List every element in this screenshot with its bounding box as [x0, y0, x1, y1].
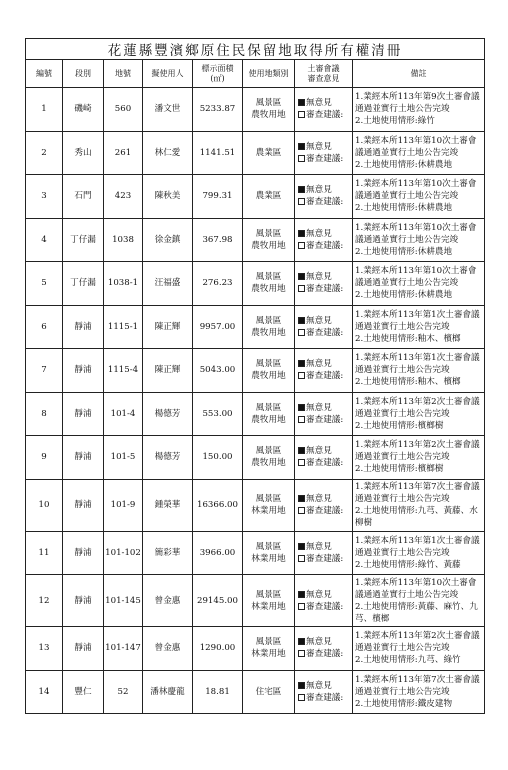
cell-usage	[243, 479, 295, 531]
remark-line: 1.業經本所113年第1次土審會議通過並實行土地公告完竣	[355, 353, 480, 376]
cell-owner: 汪福盛	[143, 262, 193, 306]
usage-line: 風景區	[255, 541, 282, 552]
no-opinion-checkbox[interactable]	[298, 591, 305, 598]
cell-usage	[243, 392, 295, 436]
no-opinion-option	[298, 271, 352, 283]
review-suggestion-label: 審查建議:	[306, 649, 344, 660]
table-row	[26, 218, 485, 262]
review-suggestion-checkbox[interactable]	[298, 198, 305, 205]
cell-usage	[243, 305, 295, 349]
review-suggestion-label: 審查建議:	[306, 284, 344, 295]
remark-line: 2.土地使用情形:休耕農地	[355, 203, 453, 214]
review-suggestion-option	[298, 692, 352, 704]
cell-section: 靜浦	[63, 479, 104, 531]
remark-line: 1.業經本所113年第2次土審會議通過並實行土地公告完竣	[355, 440, 480, 463]
no-opinion-checkbox[interactable]	[298, 495, 305, 502]
cell-remarks	[353, 218, 485, 262]
cell-section: 秀山	[63, 131, 104, 175]
header-section: 段別	[63, 60, 104, 88]
cell-lot: 101-102	[104, 531, 143, 575]
cell-opinion	[295, 436, 353, 480]
cell-area: 553.00	[193, 392, 243, 436]
cell-usage	[243, 436, 295, 480]
usage-line: 農牧用地	[251, 327, 286, 338]
cell-lot: 1115-1	[104, 305, 143, 349]
review-suggestion-checkbox[interactable]	[298, 507, 305, 514]
remark-line: 1.業經本所113年第10次土審會議通過並實行土地公告完竣	[355, 135, 477, 158]
review-suggestion-option	[298, 553, 352, 565]
usage-line: 林業用地	[251, 553, 286, 564]
cell-no: 12	[26, 575, 63, 627]
review-suggestion-option	[298, 505, 352, 517]
no-opinion-label: 無意見	[306, 272, 332, 283]
no-opinion-option	[298, 141, 352, 153]
header-opinion-line2: 審查意見	[307, 73, 340, 83]
usage-line: 農牧用地	[251, 284, 286, 295]
cell-lot: 1038-1	[104, 262, 143, 306]
cell-no: 4	[26, 218, 63, 262]
no-opinion-label: 無意見	[306, 637, 332, 648]
cell-remarks	[353, 392, 485, 436]
cell-section: 靜浦	[63, 436, 104, 480]
cell-opinion	[295, 262, 353, 306]
cell-lot: 1115-4	[104, 349, 143, 393]
review-suggestion-checkbox[interactable]	[298, 372, 305, 379]
no-opinion-label: 無意見	[306, 359, 332, 370]
header-no: 編號	[26, 60, 63, 88]
page-title: 花蓮縣豐濱鄉原住民保留地取得所有權清冊	[26, 39, 485, 60]
cell-remarks	[353, 131, 485, 175]
usage-line: 農牧用地	[251, 371, 286, 382]
cell-lot: 423	[104, 175, 143, 219]
table-row	[26, 175, 485, 219]
remark-line: 2.土地使用情形:九芎、綠竹	[355, 655, 461, 666]
cell-area: 799.31	[193, 175, 243, 219]
cell-no: 6	[26, 305, 63, 349]
cell-usage	[243, 531, 295, 575]
cell-area: 29145.00	[193, 575, 243, 627]
table-row	[26, 436, 485, 480]
usage-line: 農牧用地	[251, 240, 286, 251]
usage-line: 農業區	[255, 147, 282, 158]
review-suggestion-checkbox[interactable]	[298, 650, 305, 657]
review-suggestion-label: 審查建議:	[306, 601, 344, 612]
table-row	[26, 531, 485, 575]
review-suggestion-checkbox[interactable]	[298, 555, 305, 562]
cell-owner: 潘林慶龍	[143, 670, 193, 714]
remark-line: 1.業經本所113年第10次土審會議通過並實行土地公告完竣	[355, 266, 477, 289]
review-suggestion-option	[298, 414, 352, 426]
cell-no: 7	[26, 349, 63, 393]
no-opinion-option	[298, 315, 352, 327]
cell-remarks	[353, 262, 485, 306]
remark-line: 1.業經本所113年第1次土審會議通過並實行土地公告完竣	[355, 309, 480, 332]
cell-no: 11	[26, 531, 63, 575]
no-opinion-option	[298, 589, 352, 601]
cell-section: 豐仁	[63, 670, 104, 714]
cell-no: 3	[26, 175, 63, 219]
no-opinion-option	[298, 358, 352, 370]
cell-area: 18.81	[193, 670, 243, 714]
remark-line: 2.土地使用情形:釉木、檳榔	[355, 333, 461, 344]
cell-opinion	[295, 88, 353, 132]
usage-line: 風景區	[255, 637, 282, 648]
cell-no: 8	[26, 392, 63, 436]
no-opinion-checkbox[interactable]	[298, 360, 305, 367]
review-suggestion-label: 審查建議:	[306, 553, 344, 564]
review-suggestion-option	[298, 109, 352, 121]
review-suggestion-option	[298, 648, 352, 660]
cell-section: 石門	[63, 175, 104, 219]
header-area-label: 標示面積	[201, 63, 234, 73]
no-opinion-checkbox[interactable]	[298, 638, 305, 645]
table-row	[26, 88, 485, 132]
table-body	[26, 88, 485, 714]
table-row	[26, 627, 485, 671]
cell-owner: 林仁愛	[143, 131, 193, 175]
cell-lot: 101-147	[104, 627, 143, 671]
no-opinion-checkbox[interactable]	[298, 317, 305, 324]
review-suggestion-label: 審查建議:	[306, 692, 344, 703]
header-opinion	[295, 60, 353, 88]
usage-line: 農牧用地	[251, 458, 286, 469]
review-suggestion-label: 審查建議:	[306, 197, 344, 208]
review-suggestion-checkbox[interactable]	[298, 111, 305, 118]
remark-line: 1.業經本所113年第9次土審會議通過並實行土地公告完竣	[355, 92, 480, 115]
review-suggestion-label: 審查建議:	[306, 110, 344, 121]
cell-lot: 52	[104, 670, 143, 714]
cell-lot: 101-5	[104, 436, 143, 480]
review-suggestion-checkbox[interactable]	[298, 242, 305, 249]
header-usage: 使用地類別	[243, 60, 295, 88]
no-opinion-checkbox[interactable]	[298, 143, 305, 150]
cell-lot: 101-4	[104, 392, 143, 436]
cell-usage	[243, 175, 295, 219]
no-opinion-checkbox[interactable]	[298, 273, 305, 280]
cell-owner: 曾金惠	[143, 575, 193, 627]
cell-usage	[243, 131, 295, 175]
review-suggestion-checkbox[interactable]	[298, 694, 305, 701]
no-opinion-label: 無意見	[306, 98, 332, 109]
remark-line: 2.土地使用情形:檳榔樹	[355, 464, 444, 475]
cell-remarks	[353, 670, 485, 714]
review-suggestion-label: 審查建議:	[306, 506, 344, 516]
review-suggestion-option	[298, 240, 352, 252]
no-opinion-checkbox[interactable]	[298, 543, 305, 550]
cell-usage	[243, 218, 295, 262]
usage-line: 風景區	[255, 315, 282, 326]
usage-line: 農牧用地	[251, 110, 286, 121]
table-row	[26, 131, 485, 175]
review-suggestion-label: 審查建議:	[306, 240, 344, 251]
cell-no: 2	[26, 131, 63, 175]
remark-line: 2.土地使用情形:休耕農地	[355, 246, 453, 257]
cell-remarks	[353, 175, 485, 219]
table-row	[26, 575, 485, 627]
no-opinion-option	[298, 541, 352, 553]
usage-line: 風景區	[255, 98, 282, 109]
cell-opinion	[295, 479, 353, 531]
usage-line: 風景區	[255, 272, 282, 283]
cell-area: 16366.00	[193, 479, 243, 531]
cell-opinion	[295, 305, 353, 349]
review-suggestion-checkbox[interactable]	[298, 416, 305, 423]
header-opinion-line1: 土審會議	[307, 63, 340, 73]
no-opinion-checkbox[interactable]	[298, 404, 305, 411]
no-opinion-checkbox[interactable]	[298, 682, 305, 689]
no-opinion-option	[298, 184, 352, 196]
cell-area: 5233.87	[193, 88, 243, 132]
cell-opinion	[295, 531, 353, 575]
cell-no: 13	[26, 627, 63, 671]
review-suggestion-option	[298, 153, 352, 165]
cell-section: 靜浦	[63, 305, 104, 349]
no-opinion-option	[298, 636, 352, 648]
cell-owner: 陳秋美	[143, 175, 193, 219]
remark-line: 1.業經本所113年第10次土審會議通過並實行土地公告完竣	[355, 222, 477, 245]
cell-usage	[243, 349, 295, 393]
no-opinion-label: 無意見	[306, 680, 332, 691]
cell-remarks	[353, 305, 485, 349]
review-suggestion-label: 審查建議:	[306, 153, 344, 164]
header-remarks: 備註	[353, 60, 485, 88]
cell-usage	[243, 262, 295, 306]
cell-section: 靜浦	[63, 349, 104, 393]
remark-line: 1.業經本所113年第7次土審會議通過並實行土地公告完竣	[355, 482, 480, 504]
cell-remarks	[353, 575, 485, 627]
usage-line: 風景區	[255, 359, 282, 370]
cell-lot: 1038	[104, 218, 143, 262]
cell-usage	[243, 88, 295, 132]
cell-owner: 徐金鎮	[143, 218, 193, 262]
cell-usage	[243, 575, 295, 627]
cell-remarks	[353, 436, 485, 480]
no-opinion-checkbox[interactable]	[298, 447, 305, 454]
no-opinion-label: 無意見	[306, 185, 332, 196]
cell-owner: 鍾榮華	[143, 479, 193, 531]
cell-area: 150.00	[193, 436, 243, 480]
usage-line: 林業用地	[251, 506, 286, 516]
remark-line: 2.土地使用情形:綠竹、黃藤	[355, 559, 461, 570]
cell-opinion	[295, 392, 353, 436]
remark-line: 2.土地使用情形:休耕農地	[355, 290, 453, 301]
table-row	[26, 349, 485, 393]
no-opinion-label: 無意見	[306, 494, 332, 504]
remark-line: 1.業經本所113年第2次土審會議通過並實行土地公告完竣	[355, 631, 480, 654]
usage-line: 風景區	[255, 402, 282, 413]
cell-section: 磯崎	[63, 88, 104, 132]
review-suggestion-option	[298, 601, 352, 613]
no-opinion-option	[298, 402, 352, 414]
no-opinion-checkbox[interactable]	[298, 186, 305, 193]
cell-owner: 陳正輝	[143, 305, 193, 349]
cell-opinion	[295, 175, 353, 219]
review-suggestion-label: 審查建議:	[306, 327, 344, 338]
remark-line: 1.業經本所113年第7次土審會議通過並實行土地公告完竣	[355, 674, 480, 697]
header-lot: 地號	[104, 60, 143, 88]
review-suggestion-checkbox[interactable]	[298, 603, 305, 610]
remark-line: 2.土地使用情形:釉木、檳榔	[355, 377, 461, 388]
no-opinion-label: 無意見	[306, 315, 332, 326]
usage-line: 風景區	[255, 494, 282, 504]
cell-section: 靜浦	[63, 531, 104, 575]
cell-section: 丁仔漏	[63, 262, 104, 306]
cell-remarks	[353, 531, 485, 575]
header-area-unit: (㎡)	[210, 73, 225, 83]
cell-area: 3966.00	[193, 531, 243, 575]
cell-area: 5043.00	[193, 349, 243, 393]
usage-line: 風景區	[255, 446, 282, 457]
cell-area: 1290.00	[193, 627, 243, 671]
cell-lot: 261	[104, 131, 143, 175]
cell-owner: 陳正輝	[143, 349, 193, 393]
review-suggestion-checkbox[interactable]	[298, 459, 305, 466]
cell-owner: 楊德芳	[143, 436, 193, 480]
cell-area: 1141.51	[193, 131, 243, 175]
cell-section: 丁仔漏	[63, 218, 104, 262]
review-suggestion-option	[298, 327, 352, 339]
remark-line: 1.業經本所113年第2次土審會議通過並實行土地公告完竣	[355, 396, 480, 419]
usage-line: 農牧用地	[251, 414, 286, 425]
no-opinion-label: 無意見	[306, 141, 332, 152]
cell-opinion	[295, 627, 353, 671]
review-suggestion-option	[298, 283, 352, 295]
cell-lot: 560	[104, 88, 143, 132]
cell-no: 1	[26, 88, 63, 132]
no-opinion-label: 無意見	[306, 589, 332, 600]
cell-remarks	[353, 349, 485, 393]
review-suggestion-option	[298, 457, 352, 469]
review-suggestion-label: 審查建議:	[306, 458, 344, 469]
usage-line: 風景區	[255, 589, 282, 600]
cell-lot: 101-9	[104, 479, 143, 531]
remark-line: 1.業經本所113年第1次土審會議通過並實行土地公告完竣	[355, 535, 480, 558]
no-opinion-checkbox[interactable]	[298, 99, 305, 106]
cell-opinion	[295, 670, 353, 714]
land-register-sheet	[25, 38, 484, 714]
no-opinion-checkbox[interactable]	[298, 230, 305, 237]
usage-line: 林業用地	[251, 649, 286, 660]
table-row	[26, 670, 485, 714]
remark-line: 2.土地使用情形:檳榔樹	[355, 420, 444, 431]
cell-no: 10	[26, 479, 63, 531]
cell-remarks	[353, 479, 485, 531]
cell-remarks	[353, 627, 485, 671]
cell-no: 14	[26, 670, 63, 714]
table-row	[26, 479, 485, 531]
header-row	[26, 60, 485, 88]
remark-line: 2.土地使用情形:休耕農地	[355, 159, 453, 170]
cell-section: 靜浦	[63, 392, 104, 436]
remark-line: 1.業經本所113年第10次土審會議通過並實行土地公告完竣	[355, 179, 477, 202]
cell-opinion	[295, 575, 353, 627]
review-suggestion-checkbox[interactable]	[298, 285, 305, 292]
usage-line: 農業區	[255, 191, 282, 202]
no-opinion-option	[298, 493, 352, 505]
cell-area: 276.23	[193, 262, 243, 306]
no-opinion-label: 無意見	[306, 541, 332, 552]
table-row	[26, 392, 485, 436]
no-opinion-label: 無意見	[306, 402, 332, 413]
cell-owner: 簡彩華	[143, 531, 193, 575]
remark-line: 2.土地使用情形:黃藤、麻竹、九芎、檳榔	[355, 601, 478, 624]
usage-line: 風景區	[255, 228, 282, 239]
remark-line: 2.土地使用情形:鐵皮建物	[355, 698, 453, 709]
no-opinion-label: 無意見	[306, 228, 332, 239]
cell-remarks	[353, 88, 485, 132]
usage-line: 林業用地	[251, 601, 286, 612]
cell-opinion	[295, 218, 353, 262]
table-row	[26, 262, 485, 306]
review-suggestion-label: 審查建議:	[306, 414, 344, 425]
no-opinion-option	[298, 228, 352, 240]
cell-opinion	[295, 131, 353, 175]
cell-section: 靜浦	[63, 575, 104, 627]
usage-line: 住宅區	[255, 686, 282, 697]
remark-line: 2.土地使用情形:綠竹	[355, 116, 435, 127]
cell-area: 367.98	[193, 218, 243, 262]
no-opinion-option	[298, 680, 352, 692]
cell-owner: 曾金惠	[143, 627, 193, 671]
land-register-table	[25, 38, 485, 714]
cell-area: 9957.00	[193, 305, 243, 349]
review-suggestion-checkbox[interactable]	[298, 155, 305, 162]
cell-owner: 楊德芳	[143, 392, 193, 436]
header-owner: 擬使用人	[143, 60, 193, 88]
cell-usage	[243, 670, 295, 714]
no-opinion-option	[298, 97, 352, 109]
no-opinion-option	[298, 445, 352, 457]
table-row	[26, 305, 485, 349]
cell-opinion	[295, 349, 353, 393]
cell-no: 5	[26, 262, 63, 306]
remark-line: 2.土地使用情形:九芎、黃藤、水柳樹	[355, 506, 478, 528]
review-suggestion-checkbox[interactable]	[298, 329, 305, 336]
header-area	[193, 60, 243, 88]
cell-owner: 潘文世	[143, 88, 193, 132]
cell-section: 靜浦	[63, 627, 104, 671]
review-suggestion-option	[298, 196, 352, 208]
review-suggestion-label: 審查建議:	[306, 371, 344, 382]
review-suggestion-option	[298, 370, 352, 382]
cell-lot: 101-145	[104, 575, 143, 627]
remark-line: 1.業經本所113年第10次土審會議通過並實行土地公告完竣	[355, 577, 477, 600]
no-opinion-label: 無意見	[306, 446, 332, 457]
cell-usage	[243, 627, 295, 671]
cell-no: 9	[26, 436, 63, 480]
